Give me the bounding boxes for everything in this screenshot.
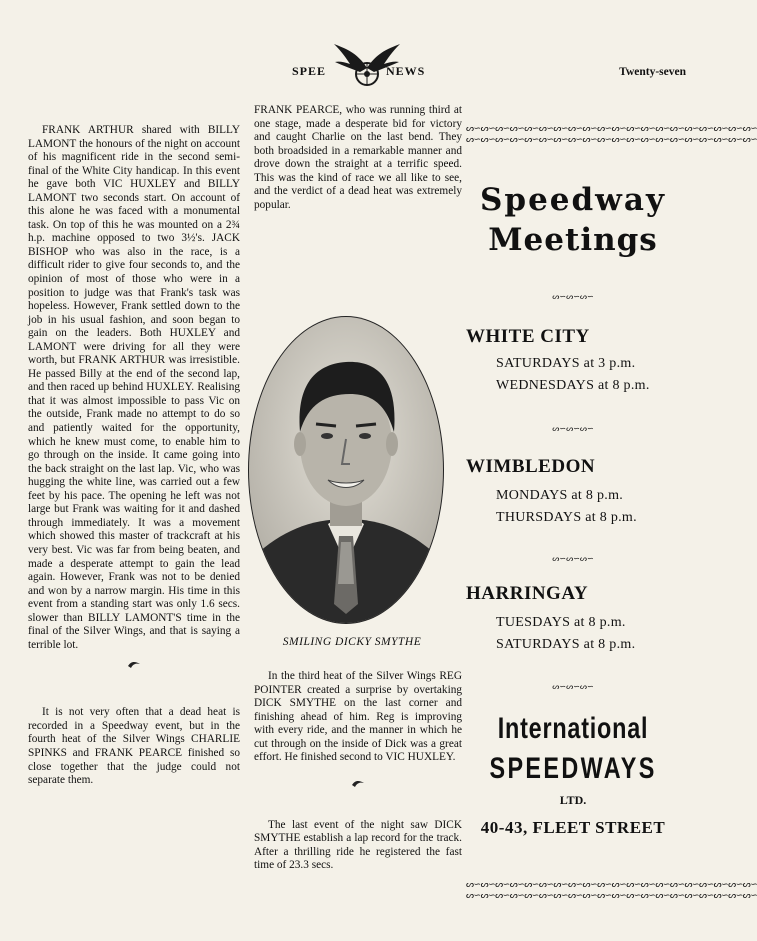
page-number: Twenty-seven (619, 66, 686, 78)
photo-caption: SMILING DICKY SMYTHE (282, 636, 422, 648)
article-paragraph: FRANK ARTHUR shared with BILLY LAMONT the honours of the night on account of his magnificent ride in the second semi-final of the White City handicap. In this event he gave both VIC HUXLEY and BILLY LAMONT two seconds start. On account of this alone he was faced with a monumental task. On top of this he was mounted on a 2¾ h.p. machine opposed to two 3½'s. JACK BISHOP who was also in the race, is a difficult rider to give four seconds to, and the opinion of most of those who were in a position to judge was that Frank's task was hopeless. However, Frank settled down to the job in his usual fashion, and soon began to gain on the leaders. Both HUXLEY and LAMONT were driving for all they were worth, but FRANK ARTHUR was irresistible. He passed Billy at the end of the second lap, and then raced up behind HUXLEY. Realising that it was almost impossible to pass Vic on the outside, Frank made no attempt to do so and patiently waited for the opportunity, which he knew must come, to enable him to go through on the inside. It came going into the back straight on the last lap. Vic, who was hugging the white line, was carried out a few feet by his pace. The opening he left was not large but Frank was waiting for it and dashed through immediately. It was a movement which showed this master of trackcraft at his very best. Vic was far from being beaten, and made a desperate attempt to gain the lead again. However, Frank was not to be denied and won by a narrow margin. His time in this event from a standing start was only 1.6 secs. slower than BILLY LAMONT'S time in the final of the Silver Wings, and that is saying a terrible lot. (28, 124, 240, 651)
advert-title-line1: Speedway (480, 182, 666, 218)
venue-time: TUESDAYS at 8 p.m. (496, 615, 626, 630)
venue-time: WEDNESDAYS at 8 p.m. (496, 378, 650, 393)
decorative-border-bottom: ᔕ∽ᔕ∽ᔕ∽ᔕ∽ᔕ∽ᔕ∽ᔕ∽ᔕ∽ᔕ∽ᔕ∽ᔕ∽ᔕ∽ᔕ∽ᔕ∽ᔕ∽ᔕ∽ᔕ∽ᔕ∽ᔕ∽ᔕ∽ ᔕ∽ᔕ∽ᔕ∽ᔕ∽ᔕ∽ᔕ∽ᔕ∽ᔕ∽ᔕ∽ᔕ∽ᔕ∽ᔕ∽ᔕ∽ᔕ∽ᔕ∽ᔕ∽ᔕ∽ᔕ∽ᔕ∽ᔕ∽ (466, 880, 757, 901)
venue-time: SATURDAYS at 8 p.m. (496, 637, 636, 652)
company-name-line1: International (497, 712, 649, 745)
portrait-photo (246, 314, 446, 626)
advert-title-line2: Meetings (488, 222, 658, 258)
venue-time: SATURDAYS at 3 p.m. (496, 356, 636, 371)
venue-wimbledon (466, 456, 680, 526)
venue-time: MONDAYS at 8 p.m. (496, 488, 624, 503)
portrait-image (246, 314, 446, 626)
company-address: 40-43, FLEET STREET (480, 818, 666, 837)
article-column-2-lower (254, 670, 462, 873)
section-divider (254, 779, 462, 819)
company-name-line3: LTD. (559, 793, 587, 807)
article-paragraph: It is not very often that a dead heat is recorded in a Speedway event, but in the fourth heat of the Silver Wings CHARLIE SPINKS and FRANK PEARCE finished so close together that the judge could not separate them. (28, 706, 240, 787)
small-ornament: ᔕ∽ᔕ∽ᔕ∽ (552, 292, 594, 301)
venue-name: WHITE CITY (466, 326, 590, 347)
ornament-icon (351, 779, 365, 789)
company-name-line2: SPEEDWAYS (489, 752, 657, 785)
venue-time: THURSDAYS at 8 p.m. (496, 510, 637, 525)
article-column-1 (28, 124, 240, 788)
venue-harringay (466, 583, 680, 653)
small-ornament: ᔕ∽ᔕ∽ᔕ∽ (552, 682, 594, 691)
article-column-2 (254, 104, 462, 212)
venue-name: HARRINGAY (466, 583, 589, 604)
masthead-right: NEWS (386, 64, 426, 78)
article-paragraph: In the third heat of the Silver Wings REG POINTER created a surprise by overtaking DICK SMYTHE on the last corner and finishing ahead of him. Reg is improving with every ride, and the manner in which he cut through on the inside of Dick was a great effort. He finished second to VIC HUXLEY. (254, 670, 462, 764)
venue-name: WIMBLEDON (466, 456, 596, 477)
venue-white-city (466, 326, 680, 394)
masthead-left: SPEE (292, 64, 327, 78)
article-paragraph: The last event of the night saw DICK SMYTHE establish a lap record for the track. After a thrilling ride he registered the fast time of 23.3 secs. (254, 818, 462, 872)
ornament-icon (127, 660, 141, 670)
small-ornament: ᔕ∽ᔕ∽ᔕ∽ (552, 424, 594, 433)
article-paragraph: FRANK PEARCE, who was running third at one stage, made a desperate bid for victory and caught Charlie on the last bend. They both broadsided in a remarkable manner and drove down the straight at a terrific speed. This was the kind of race we all like to see, and the verdict of a dead heat was extremely popular. (254, 104, 462, 211)
section-divider (28, 660, 240, 682)
masthead (290, 42, 450, 92)
decorative-border-top: ᔕ∽ᔕ∽ᔕ∽ᔕ∽ᔕ∽ᔕ∽ᔕ∽ᔕ∽ᔕ∽ᔕ∽ᔕ∽ᔕ∽ᔕ∽ᔕ∽ᔕ∽ᔕ∽ᔕ∽ᔕ∽ᔕ∽ᔕ∽ ᔕ∽ᔕ∽ᔕ∽ᔕ∽ᔕ∽ᔕ∽ᔕ∽ᔕ∽ᔕ∽ᔕ∽ᔕ∽ᔕ∽ᔕ∽ᔕ∽ᔕ∽ᔕ∽ᔕ∽ᔕ∽ᔕ∽ᔕ∽ (466, 124, 757, 145)
small-ornament: ᔕ∽ᔕ∽ᔕ∽ (552, 554, 594, 563)
